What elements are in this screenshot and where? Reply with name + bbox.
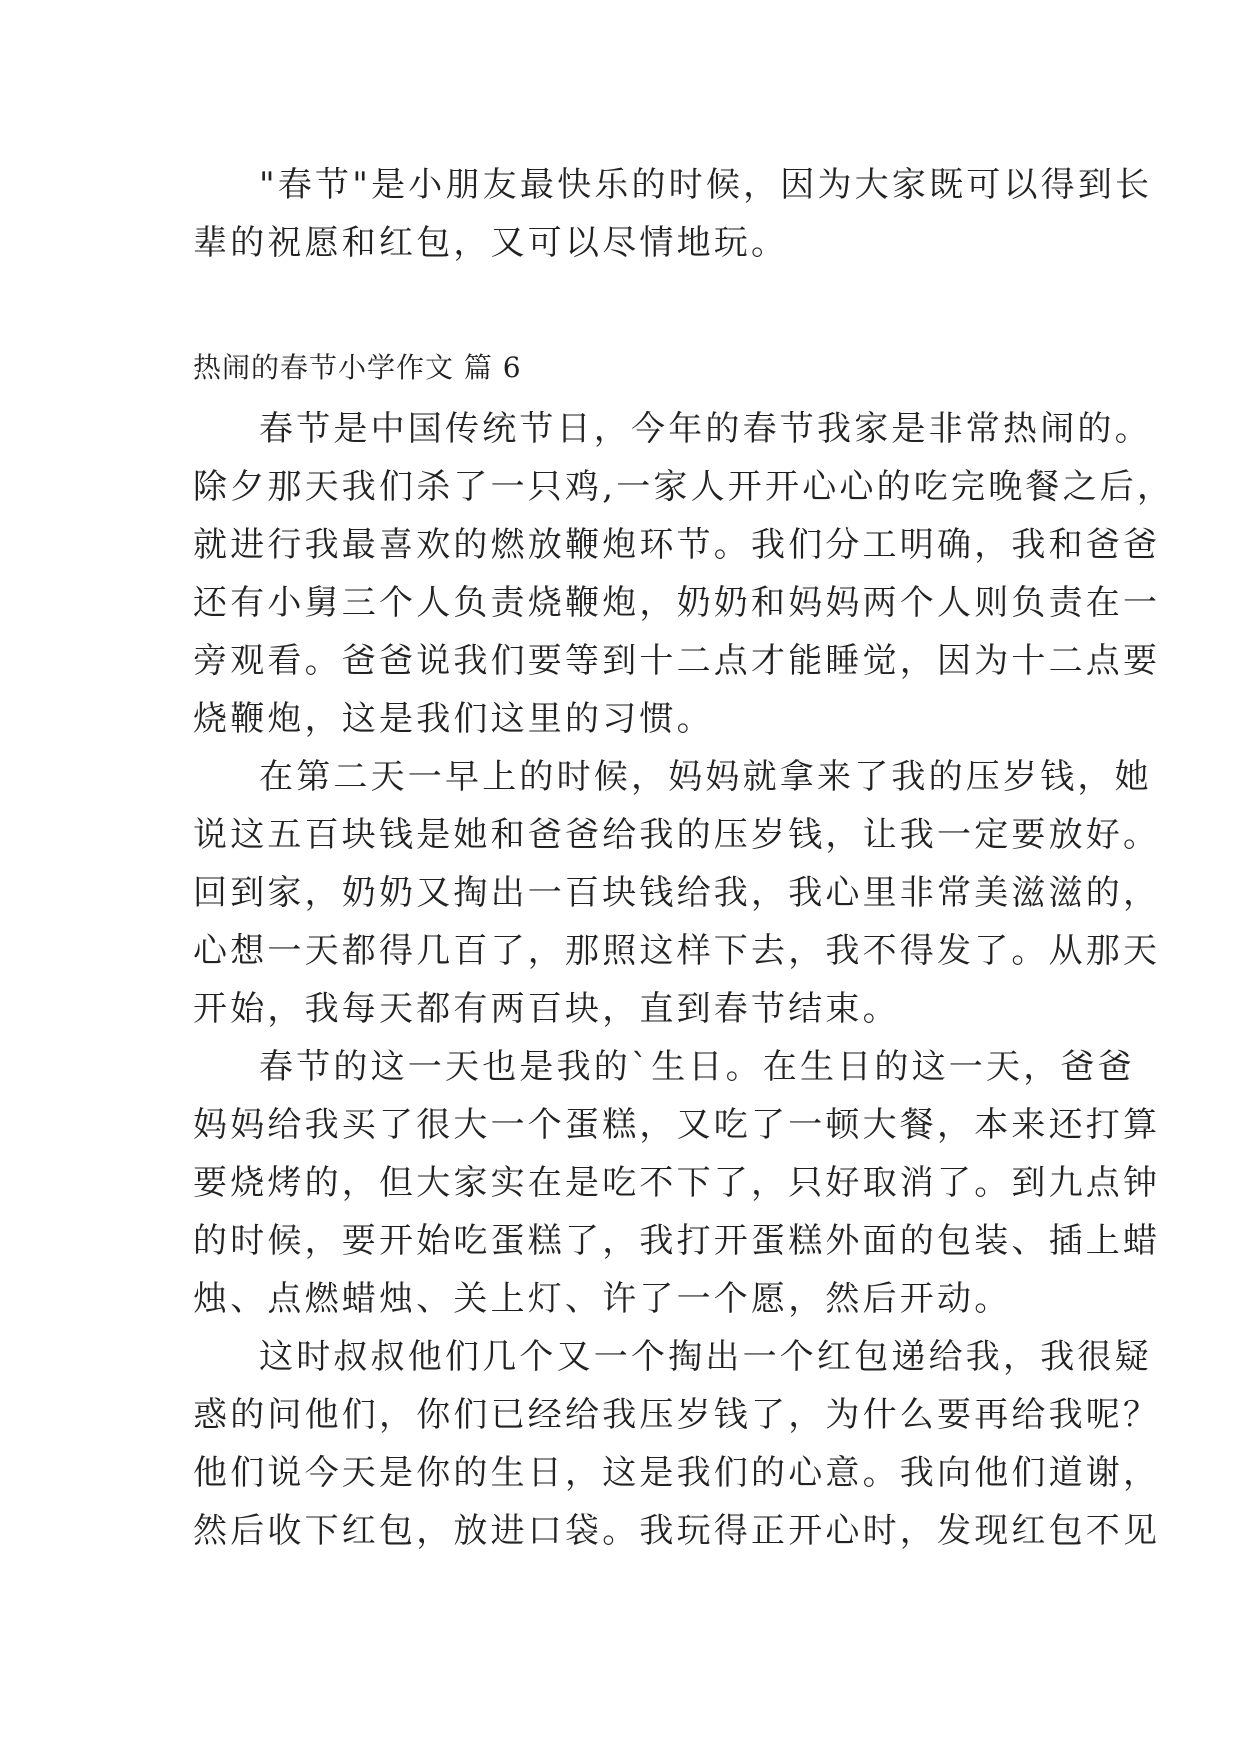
paragraph-line: 他们说今天是你的生日，这是我们的心意。我向他们道谢， bbox=[193, 1453, 1161, 1493]
paragraph-line: 这时叔叔他们几个又一个掏出一个红包递给我，我很疑 bbox=[259, 1337, 1152, 1377]
paragraph-line: 烛、点燃蜡烛、关上灯、许了一个愿，然后开动。 bbox=[193, 1279, 1012, 1319]
intro-line: 辈的祝愿和红包，又可以尽情地玩。 bbox=[193, 223, 789, 263]
paragraph-line: 烧鞭炮，这是我们这里的习惯。 bbox=[193, 699, 714, 739]
paragraph-line: 回到家，奶奶又掏出一百块钱给我，我心里非常美滋滋的， bbox=[193, 873, 1161, 913]
paragraph-line: 说这五百块钱是她和爸爸给我的压岁钱，让我一定要放好。 bbox=[193, 815, 1161, 855]
paragraph-line: 妈妈给我买了很大一个蛋糕，又吃了一顿大餐，本来还打算 bbox=[193, 1105, 1161, 1145]
paragraph-line: 开始，我每天都有两百块，直到春节结束。 bbox=[193, 989, 900, 1029]
paragraph-line: 还有小舅三个人负责烧鞭炮，奶奶和妈妈两个人则负责在一 bbox=[193, 583, 1161, 623]
paragraph-line: 惑的问他们，你们已经给我压岁钱了，为什么要再给我呢？ bbox=[193, 1395, 1161, 1435]
paragraph-line: 春节的这一天也是我的`生日。在生日的这一天，爸爸 bbox=[259, 1047, 1135, 1087]
paragraph-line: 春节是中国传统节日，今年的春节我家是非常热闹的。 bbox=[259, 409, 1152, 449]
paragraph-line: 除夕那天我们杀了一只鸡,一家人开开心心的吃完晚餐之后， bbox=[193, 467, 1175, 507]
paragraph-line: 心想一天都得几百了，那照这样下去，我不得发了。从那天 bbox=[193, 931, 1161, 971]
paragraph-line: 的时候，要开始吃蛋糕了，我打开蛋糕外面的包装、插上蜡 bbox=[193, 1221, 1161, 1261]
paragraph-line: 在第二天一早上的时候，妈妈就拿来了我的压岁钱，她 bbox=[259, 757, 1152, 797]
intro-line: "春节"是小朋友最快乐的时候，因为大家既可以得到长 bbox=[259, 165, 1153, 205]
section-heading: 热闹的春节小学作文 篇 6 bbox=[193, 351, 522, 384]
paragraph-line: 然后收下红包，放进口袋。我玩得正开心时，发现红包不见 bbox=[193, 1511, 1161, 1551]
paragraph-line: 就进行我最喜欢的燃放鞭炮环节。我们分工明确，我和爸爸 bbox=[193, 525, 1161, 565]
paragraph-line: 要烧烤的，但大家实在是吃不下了，只好取消了。到九点钟 bbox=[193, 1163, 1161, 1203]
paragraph-line: 旁观看。爸爸说我们要等到十二点才能睡觉，因为十二点要 bbox=[193, 641, 1161, 681]
